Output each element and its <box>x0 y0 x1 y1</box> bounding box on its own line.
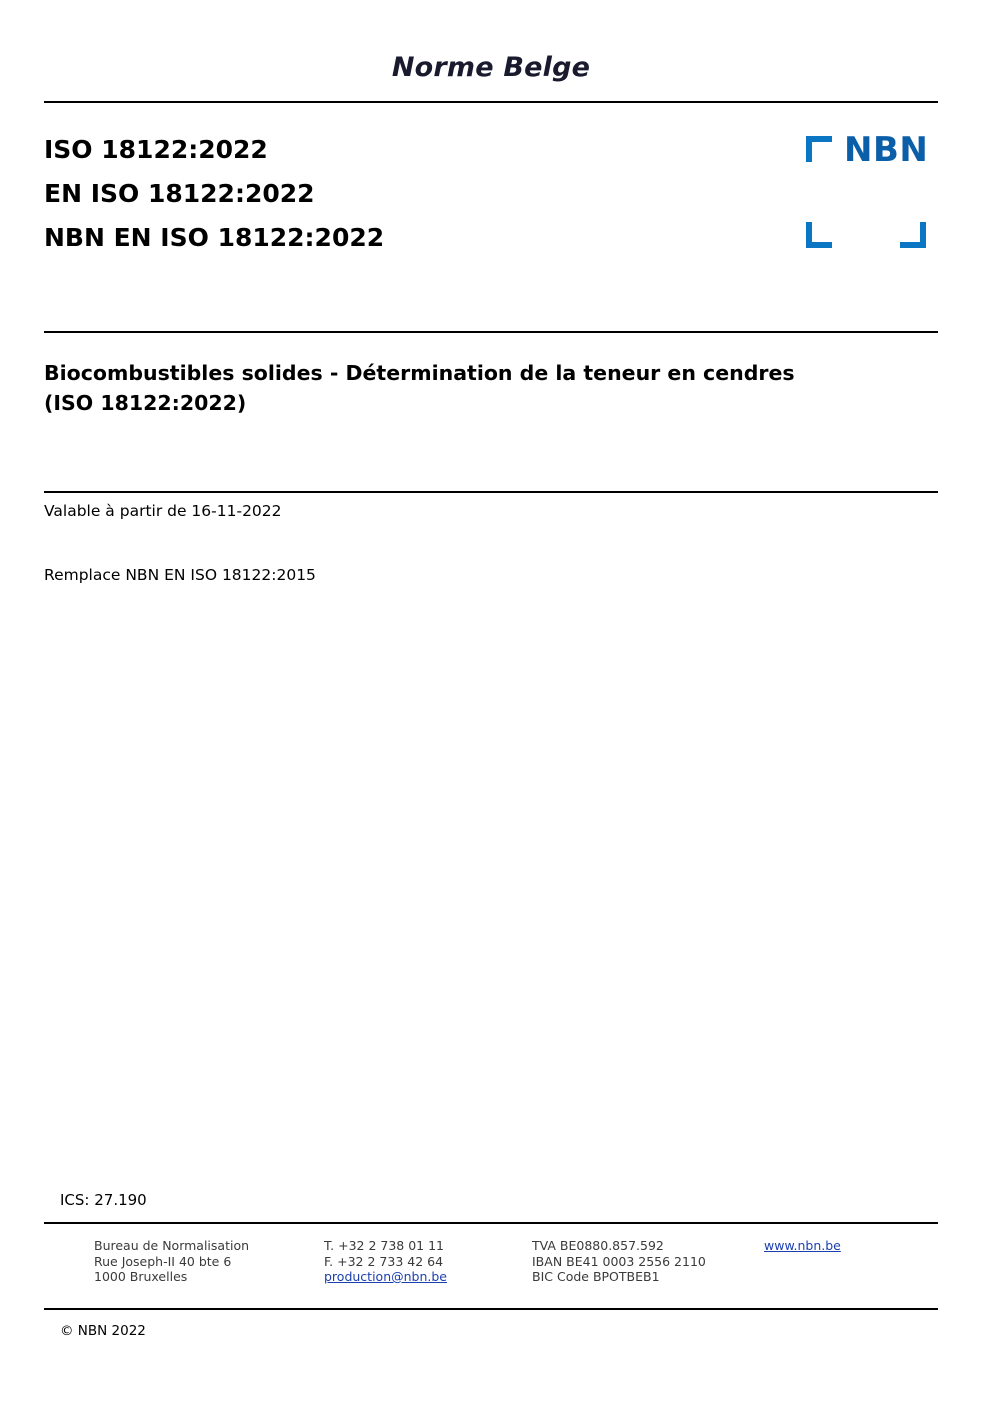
footer-contact-block <box>44 1238 938 1298</box>
footer-address <box>94 1238 249 1285</box>
footer-fax: F. +32 2 733 42 64 <box>324 1253 444 1269</box>
logo-corner-bottom-right-icon <box>900 222 926 248</box>
page-title: Norme Belge <box>391 52 591 83</box>
copyright-text: © NBN 2022 <box>60 1323 146 1339</box>
replaces-text: Remplace NBN EN ISO 18122:2015 <box>44 566 316 584</box>
nbn-logo <box>758 128 938 273</box>
footer-divider <box>44 1308 938 1310</box>
footer-bic: BIC Code BPOTBEB1 <box>532 1269 660 1284</box>
footer-email-link[interactable]: production@nbn.be <box>324 1269 447 1284</box>
reference-iso: ISO 18122:2022 <box>44 135 268 164</box>
header-divider <box>44 101 938 103</box>
document-header <box>44 52 938 83</box>
footer-address-line3: 1000 Bruxelles <box>94 1269 188 1284</box>
document-title: Biocombustibles solides - Détermination de la teneur en cendres (ISO 18122:2022) <box>44 361 795 415</box>
footer-contact <box>324 1238 447 1285</box>
logo-wordmark: NBN <box>844 130 929 170</box>
reference-divider <box>44 331 938 333</box>
standard-reference-list <box>44 128 604 260</box>
footer-iban: IBAN BE41 0003 2556 2110 <box>532 1253 706 1269</box>
logo-corner-bottom-left-icon <box>806 222 832 248</box>
footer-address-line2: Rue Joseph-II 40 bte 6 <box>94 1253 232 1269</box>
ics-divider <box>44 1222 938 1224</box>
footer-vat: TVA BE0880.857.592 <box>532 1238 664 1253</box>
footer-fiscal <box>532 1238 706 1285</box>
ics-code: ICS: 27.190 <box>60 1191 147 1209</box>
footer-address-line1: Bureau de Normalisation <box>94 1238 250 1253</box>
footer-website-link[interactable]: www.nbn.be <box>764 1238 841 1253</box>
valid-from-text: Valable à partir de 16-11-2022 <box>44 502 282 520</box>
footer-website <box>764 1238 841 1254</box>
page-content <box>44 0 938 1403</box>
reference-en-iso: EN ISO 18122:2022 <box>44 179 315 208</box>
logo-corner-top-left-icon <box>806 136 832 162</box>
reference-nbn-en-iso: NBN EN ISO 18122:2022 <box>44 223 385 252</box>
title-divider <box>44 491 938 493</box>
footer-phone: T. +32 2 738 01 11 <box>324 1238 444 1253</box>
